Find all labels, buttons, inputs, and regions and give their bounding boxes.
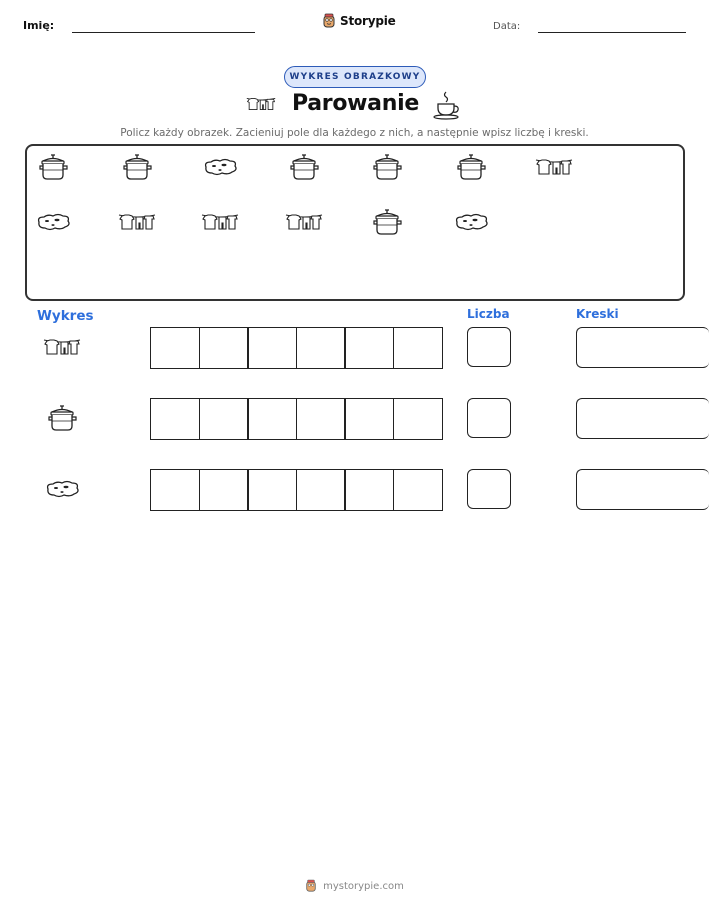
graph-cell[interactable] [296,327,346,369]
graph-cell[interactable] [150,469,200,511]
graph-cell[interactable] [296,398,346,440]
instructions-text: Policz każdy obrazek. Zacieniuj pole dla każdego z nich, a następnie wpisz liczbę i kreski. [120,127,589,139]
puddle-icon [44,479,80,499]
laundry-icon [285,212,323,232]
graph-cell[interactable] [393,398,443,440]
laundry-icon [535,157,573,177]
graph-cell[interactable] [150,398,200,440]
pot-icon [371,152,403,182]
pot-icon [121,152,153,182]
storypie-mascot-icon [305,879,317,893]
laundry-icon [201,212,239,232]
pot-icon [371,207,403,237]
footer-url: mystorypie.com [323,880,404,892]
count-label: Liczba [467,307,510,321]
picture-box [25,144,685,301]
tally-box[interactable] [576,327,709,368]
count-box[interactable] [467,469,511,509]
puddle-icon [202,157,238,177]
pot-icon [37,152,69,182]
laundry-icon [118,212,156,232]
graph-cell[interactable] [344,398,394,440]
steaming-cup-icon [432,90,462,120]
graph-row [150,398,441,440]
graph-cell[interactable] [296,469,346,511]
graph-cell[interactable] [150,327,200,369]
laundry-icon [246,96,276,112]
tally-label: Kreski [576,307,619,321]
laundry-icon [43,337,81,357]
graph-cell[interactable] [393,469,443,511]
name-field-line[interactable] [72,32,255,33]
graph-cell[interactable] [393,327,443,369]
puddle-icon [35,212,71,232]
graph-row [150,469,441,511]
pot-icon [46,403,78,433]
brand-logo [322,13,396,29]
puddle-icon [453,212,489,232]
pot-icon [455,152,487,182]
date-field-line[interactable] [538,32,686,33]
pot-icon [288,152,320,182]
worksheet-type-badge: WYKRES OBRAZKOWY [284,66,426,88]
page-title: Parowanie [292,91,419,116]
storypie-mascot-icon [322,13,336,29]
graph-cell[interactable] [199,469,249,511]
name-label: Imię: [23,19,55,32]
footer [0,879,709,893]
date-label: Data: [493,21,521,32]
graph-cell[interactable] [199,398,249,440]
count-box[interactable] [467,398,511,438]
graph-row [150,327,441,369]
brand-name: Storypie [340,14,396,28]
tally-box[interactable] [576,469,709,510]
tally-box[interactable] [576,398,709,439]
graph-label: Wykres [37,308,94,324]
graph-cell[interactable] [344,469,394,511]
graph-cell[interactable] [199,327,249,369]
count-box[interactable] [467,327,511,367]
graph-cell[interactable] [247,469,297,511]
graph-cell[interactable] [247,327,297,369]
graph-cell[interactable] [344,327,394,369]
graph-cell[interactable] [247,398,297,440]
